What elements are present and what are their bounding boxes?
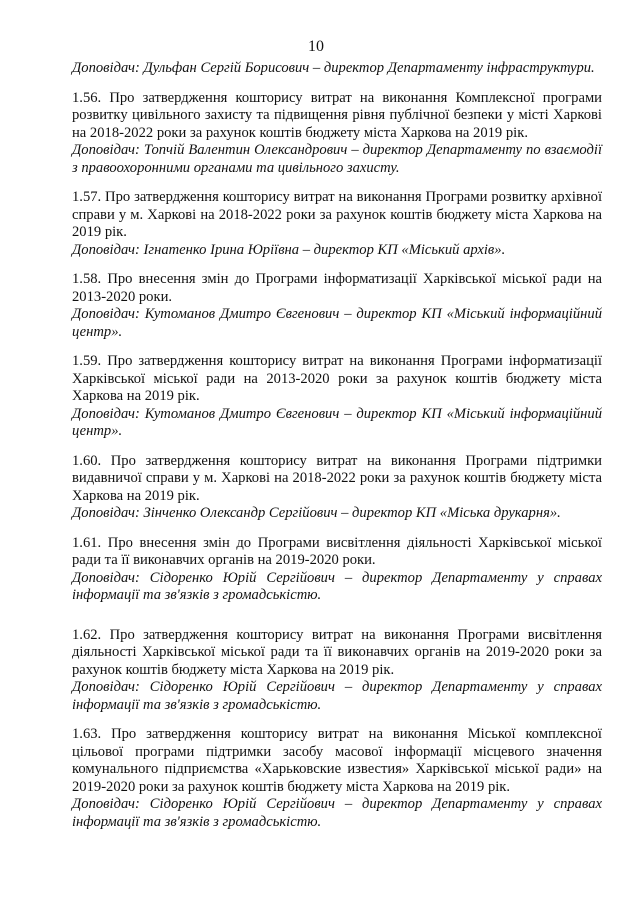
agenda-item-text: 1.63. Про затвердження кошторису витрат на виконання Міської комплексної цільової програми підтримки засобу масової інформації місцевого значення комунального підприємства «Харьковские известия» Харківської міської ради» на 2019-2020 роки за рахунок коштів бюджету міста Харкова на 2019 рік.: [72, 726, 602, 795]
speaker-line: Доповідач: Кутоманов Дмитро Євгенович – директор КП «Міський інформаційний центр».: [72, 405, 602, 439]
agenda-item-1-59: [72, 353, 602, 441]
agenda-item-1-62: [72, 627, 602, 715]
agenda-item-text: 1.56. Про затвердження кошторису витрат на виконання Комплексної програми розвитку цивільного захисту та підвищення рівня публічної безпеки у місті Харкові на 2018-2022 роки за рахунок коштів бюджету міста Харкова на 2019 рік.: [72, 89, 602, 141]
agenda-item-1-63: [72, 726, 602, 831]
speaker-line: Доповідач: Зінченко Олександр Сергійович – директор КП «Міська друкарня».: [72, 505, 561, 521]
speaker-line: Доповідач: Дульфан Сергій Борисович – директор Департаменту інфраструктури.: [72, 60, 595, 76]
agenda-item-text: 1.60. Про затвердження кошторису витрат на виконання Програми підтримки видавничої справи у м. Харкові на 2018-2022 роки за рахунок коштів бюджету міста Харкова на 2019 рік.: [72, 452, 602, 504]
agenda-item-1-61: [72, 535, 602, 605]
document-body: [72, 60, 602, 843]
speaker-line: Доповідач: Топчій Валентин Олександрович – директор Департаменту по взаємодії з правоохоронними органами та цивільного захисту.: [72, 142, 602, 176]
agenda-item-text: 1.62. Про затвердження кошторису витрат на виконання Програми висвітлення діяльності Харківської міської ради та її виконавчих органів на 2019-2020 роки за рахунок коштів бюджету міста Харкова на 2019 рік.: [72, 626, 602, 678]
agenda-item-text: 1.61. Про внесення змін до Програми висвітлення діяльності Харківської міської ради та її виконавчих органів на 2019-2020 роки.: [72, 534, 602, 568]
speaker-line: Доповідач: Ігнатенко Ірина Юріївна – директор КП «Міський архів».: [72, 241, 506, 258]
agenda-item-1-60: [72, 453, 602, 523]
spacer: [72, 617, 602, 627]
page-number: 10: [308, 38, 324, 55]
agenda-item-text: 1.58. Про внесення змін до Програми інформатизації Харківської міської ради на 2013-2020 роки.: [72, 271, 602, 305]
agenda-item-1-57: [72, 189, 602, 259]
speaker-line: Доповідач: Сідоренко Юрій Сергійович – директор Департаменту у справах інформації та зв'язків з громадськістю.: [72, 569, 602, 603]
agenda-item-1-56: [72, 90, 602, 178]
speaker-line: Доповідач: Сідоренко Юрій Сергійович – директор Департаменту у справах інформації та зв'язків з громадськістю.: [72, 796, 602, 830]
speaker-line: Доповідач: Кутоманов Дмитро Євгенович – директор КП «Міський інформаційний центр».: [72, 306, 602, 340]
speaker-line: Доповідач: Сідоренко Юрій Сергійович – директор Департаменту у справах інформації та зв'язків з громадськістю.: [72, 679, 602, 713]
agenda-item-text: 1.59. Про затвердження кошторису витрат на виконання Програми інформатизації Харківської міської ради на 2013-2020 роки за рахунок коштів бюджету міста Харкова на 2019 рік.: [72, 353, 602, 404]
agenda-item-text: 1.57. Про затвердження кошторису витрат на виконання Програми розвитку архівної справи у м. Харкові на 2018-2022 роки за рахунок коштів бюджету міста Харкова на 2019 рік.: [72, 189, 602, 240]
intro-block: [72, 60, 602, 78]
agenda-item-1-58: [72, 271, 602, 341]
